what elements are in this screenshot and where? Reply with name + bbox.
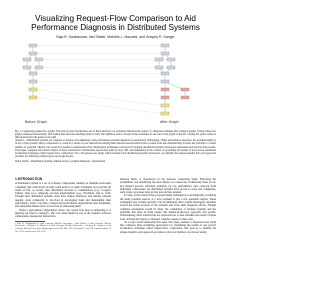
teaser-figure	[15, 42, 216, 128]
paper-title: Visualizing Request-Flow Comparison to Aid Performance Diagnosis in Distributed Systems	[31, 14, 200, 33]
index-terms: Index Terms—Distributed systems, human factors, problem diagnosis, visualization	[15, 159, 106, 163]
figure-caption: Fig. 1. Comparing request-flow graphs. This side-by-side visualization, one of three interfaces we evaluated, illustrates the output of a diagnosis technique that compares graphs. It shows these two graphs juxtaposed horizontally, with dashed lines between matching nodes in both. The rightmost series of nodes in the screenshot do not exist in the graph on the left, causing the yellow nodes to shift downward in the graph on the right.	[15, 130, 216, 140]
body-paragraph-3: As a step toward addressing this need, this paper presents a 26-person user study that compares three promising approaches for visualizing the results of one proven localization technique called request-flow comparison. Our goal is to identify the unique benefits each approach provides so that tool builders can choose wisely.	[120, 220, 216, 234]
body-paragraph-1: between them, or slowdowns in the network connecting them. Exploring the possibilities and identifying the most likely root causes has traditionally been an ad-hoc manual process, informed primarily by raw performance data collected from individual components. As distributed systems have grown in scale and complexity, such ad-hoc processes have grown less and less tenable.	[120, 178, 216, 195]
author-footnotes: • Raja R. Sambasivan is with Carnegie Mellon University. • Ilari Shafer is with Carnegie Mellon University. • Michelle L. Mazurek is with Carnegie Mellon University. • Gregory R. Ganger is with Carnegie Mellon University. Manuscript received 31 Mar. 2013; accepted 1 Aug. 2013; posted online 13 Oct. 2013; mailed on 4 Oct. 2013.	[15, 222, 111, 233]
abstract-block	[15, 139, 216, 163]
author-list: Raja R. Sambasivan, Ilari Shafer, Michelle L. Mazurek, and Gregory R. Ganger	[56, 35, 175, 39]
footnote-rule	[15, 221, 45, 222]
after-graph-label: After Graph	[160, 120, 179, 124]
section-heading-introduction: 1 INTRODUCTION	[15, 177, 43, 181]
intro-paragraph-1: A distributed system is a set of software components running on multiple networked computers that collectively provide some service or result. Examples now pervade all walks of life, as society uses distributed services to communicate (e.g., Google's Gmail), shop (e.g., Amazon), provide entertainment (e.g., YouTube), and so forth. Though such distributed systems often have simple interfaces and usually respond quickly, great complexity is involved in developing them and maintaining their performance levels over time. Unexpected performance degradations arise frequently, and substantial human effort is involved in addressing them.	[15, 182, 111, 209]
abstract-text: Abstract—Distributed systems are complex to develop and administer, and performance problem diagnosis is particularly challenging. When performance degrades, the problem might be in any of the system's many components or could be a result of poor interactions among them. Recent research efforts have created tools that automatically localize the problem to a small number of potential culprits, but research is needed to understand what visualization techniques work best for helping distributed systems developers understand and explore their results. This paper compares the relative merits of three well-known visualization approaches (side-by-side, diff, and animation) in the context of presenting the results of one proven automated localization technique called request-flow comparison. Via a 26-person user study, which included real distributed systems developers, we identify the unique benefits that each approach provides for different problem types and usage modes.	[15, 139, 216, 159]
body-paragraph-2: To help, recent research has proposed many techniques for automatically localizing the many possible sources of a new problem to just a few potential culprits. These techniques vary in their specifics, but all ultimately aim to guide developers' attention toward the actual location of the problem and focus their diagnosis efforts. Though complete automation would be ideal, the complexity of modern systems and the problems that arise in them ensure this human-in-the-loop approach will persist. Unfortunately, most research has not explored how to best visualize the results of these tools, leaving developers to interpret complex output on their own.	[120, 194, 216, 221]
left-column	[15, 178, 111, 234]
right-column	[120, 178, 216, 234]
intro-paragraph-2: When a performance degradation arises, the crucial first step in addressing it is figuring out what is causing it. The root cause might be any of the system's software components, unexpected interactions	[15, 208, 111, 219]
before-graph-label: Before Graph	[25, 120, 47, 124]
